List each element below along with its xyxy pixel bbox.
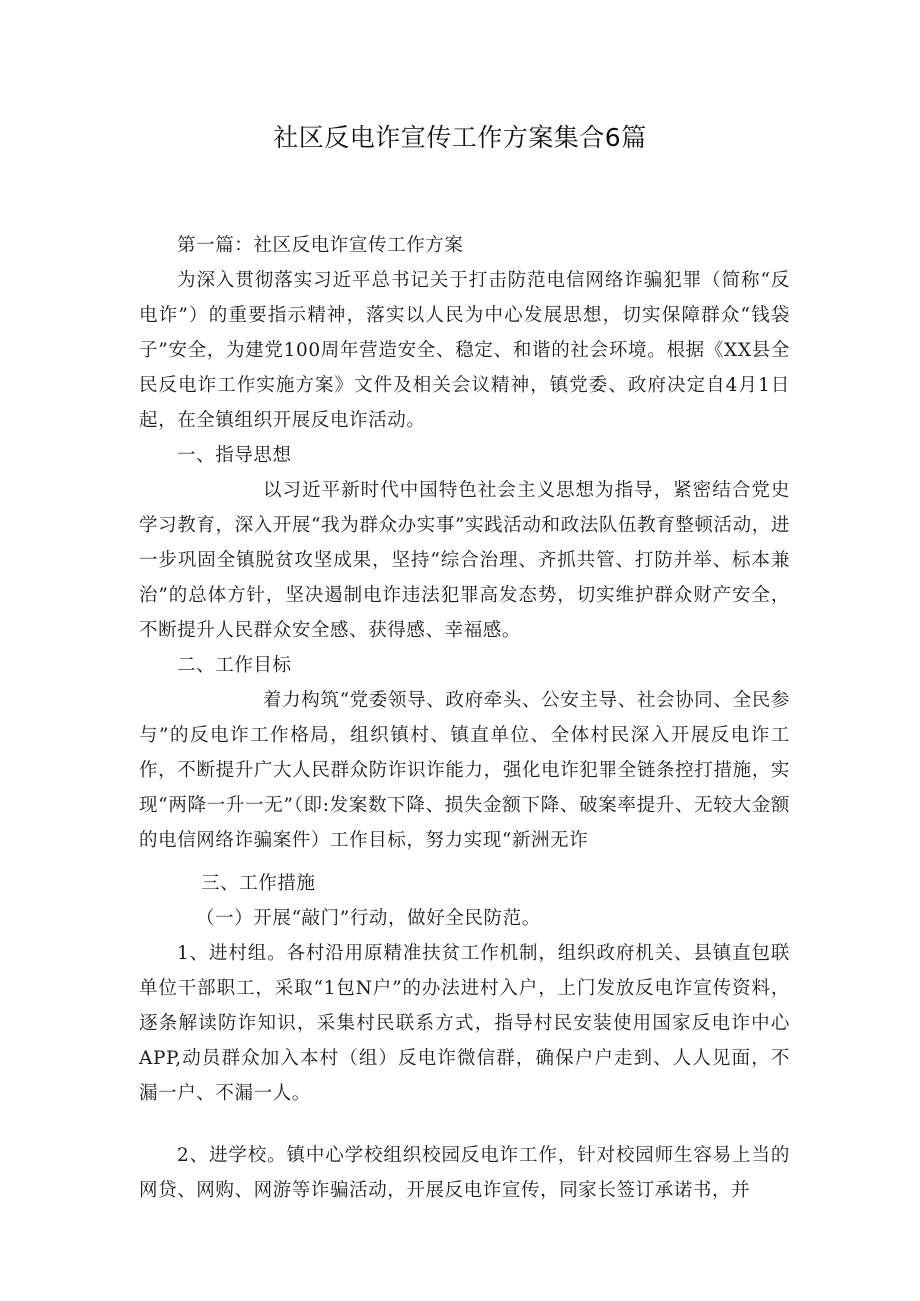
section-heading-guiding-ideology: 一、指导思想: [177, 445, 292, 466]
subsection-heading-knock-door: （一）开展“敲门”行动，做好全民防范。: [196, 908, 541, 929]
paragraph-into-villages: 1、进村组。各村沿用原精准扶贫工作机制，组织政府机关、县镇直包联单位干部职工，采取“1包N户”的办法进村入户，上门发放反电诈宣传资料，逐条解读防诈知识，采集村民联系方式，指导村民安装使用国家反电诈中心APP,动员群众加入本村（组）反电诈微信群，确保户户走到、人人见面，不漏一户、不漏一人。: [139, 943, 790, 1104]
paragraph-guiding-ideology: 以习近平新时代中国特色社会主义思想为指导，紧密结合党史学习教育，深入开展“我为群众办实事”实践活动和政法队伍教育整顿活动，进一步巩固全镇脱贫攻坚成果，坚持“综合治理、齐抓共管、打防并举、标本兼治”的总体方针，坚决遏制电诈违法犯罪高发态势，切实维护群众财产安全，不断提升人民群众安全感、获得感、幸福感。: [139, 480, 790, 641]
paragraph-work-goals: 着力构筑“党委领导、政府牵头、公安主导、社会协同、全民参与”的反电诈工作格局，组织镇村、镇直单位、全体村民深入开展反电诈工作，不断提升广大人民群众防诈识诈能力，强化电诈犯罪全链条控打措施，实现“两降一升一无”（即:发案数下降、损失金额下降、破案率提升、无较大金额的电信网络诈骗案件）工作目标，努力实现“新洲无诈: [139, 690, 790, 851]
section-heading-work-goals: 二、工作目标: [177, 655, 292, 676]
section-heading-first-article: 第一篇：社区反电诈宣传工作方案: [177, 235, 464, 256]
document-body: [139, 228, 790, 1208]
section-heading-work-measures: 三、工作措施: [201, 873, 316, 894]
document-title: 社区反电诈宣传工作方案集合6篇: [273, 123, 647, 152]
paragraph-into-schools: 2、进学校。镇中心学校组织校园反电诈工作，针对校园师生容易上当的网贷、网购、网游等诈骗活动，开展反电诈宣传，同家长签订承诺书，并: [139, 1145, 790, 1201]
paragraph-intro: 为深入贯彻落实习近平总书记关于打击防范电信网络诈骗犯罪（简称“反电诈”）的重要指示精神，落实以人民为中心发展思想，切实保障群众“钱袋子”安全，为建党100周年营造安全、稳定、和谐的社会环境。根据《XX县全民反电诈工作实施方案》文件及相关会议精神，镇党委、政府决定自4月1日起，在全镇组织开展反电诈活动。: [139, 270, 790, 431]
